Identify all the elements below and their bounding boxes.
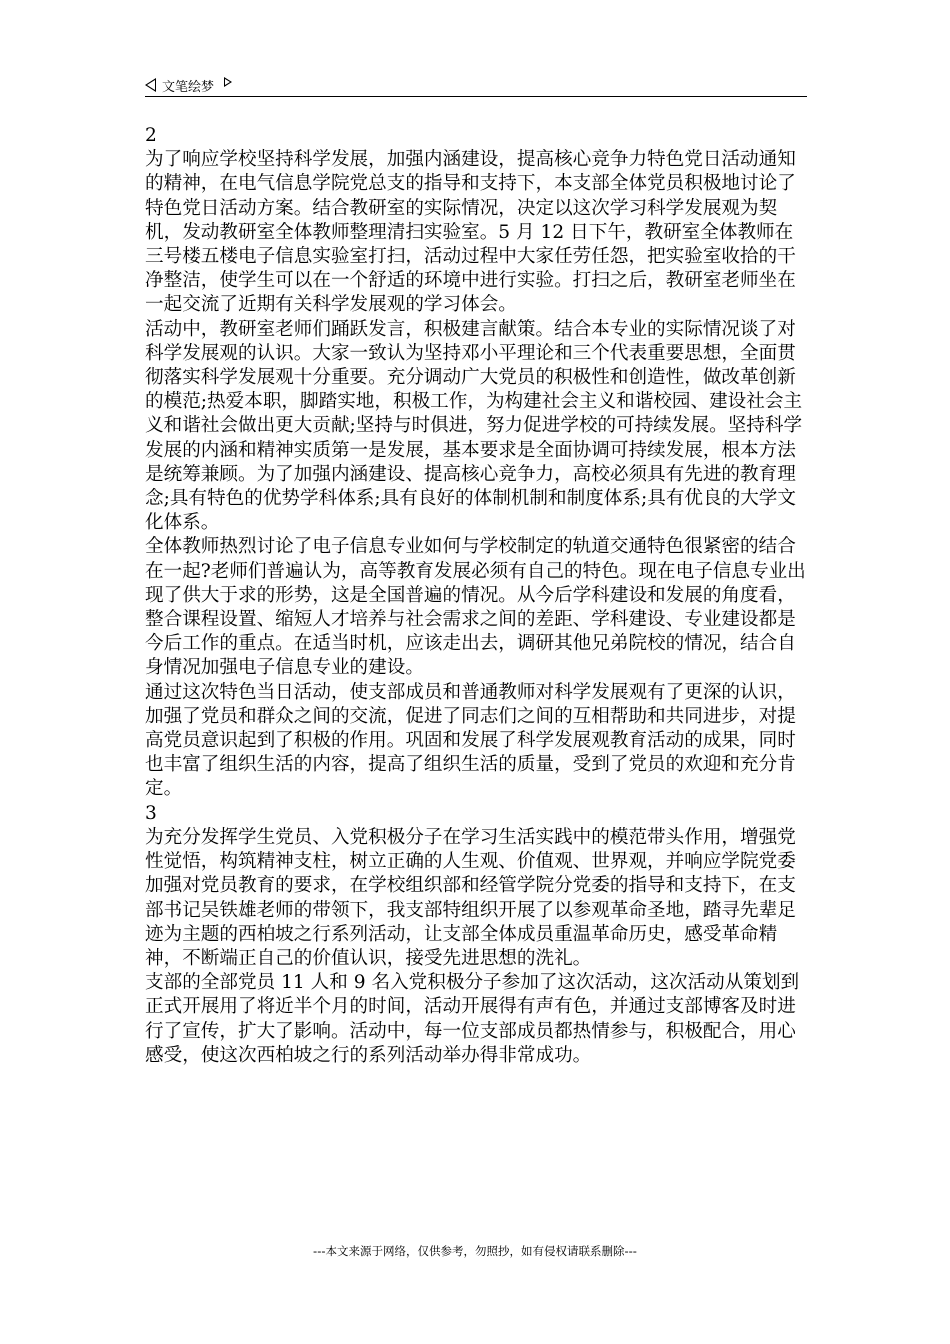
left-triangle-icon: [145, 78, 156, 92]
paragraph: 为了响应学校坚持科学发展，加强内涵建设，提高核心竞争力特色党日活动通知的精神，在电气信息学院党总支的指导和支持下，本支部全体党员积极地讨论了特色党日活动方案。结合教研室的实际情况，决定以这次学习科学发展观为契机，发动教研室全体教师整理清扫实验室。5 月 12 日下午，教研室全体教师在三号楼五楼电子信息实验室打扫，活动过程中大家任劳任怨，把实验室收拾的干净整洁，使学生可以在一个舒适的环境中进行实验。打扫之后，教研室老师坐在一起交流了近期有关科学发展观的学习体会。: [145, 149, 796, 316]
paragraph: 支部的全部党员 11 人和 9 名入党积极分子参加了这次活动，这次活动从策划到正式开展用了将近半个月的时间，活动开展得有声有色，并通过支部博客及时进行了宣传，扩大了影响。活动中，每一位支部成员都热情参与，积极配合，用心感受，使这次西柏坡之行的系列活动举办得非常成功。: [145, 972, 800, 1066]
paragraph: 通过这次特色当日活动，使支部成员和普通教师对科学发展观有了更深的认识，加强了党员和群众之间的交流，促进了同志们之间的互相帮助和共同进步，对提高党员意识起到了积极的作用。巩固和发展了科学发展观教育活动的成果，同时也丰富了组织生活的内容，提高了组织生活的质量，受到了党员的欢迎和充分肯定。: [145, 681, 796, 800]
right-triangle-icon: [224, 77, 232, 87]
document-body: [145, 124, 809, 1068]
header-title: 文笔绘梦: [162, 79, 215, 95]
page-footer: ---本文来源于网络，仅供参考，勿照抄，如有侵权请联系删除---: [313, 1244, 637, 1258]
section-number: 3: [145, 802, 157, 824]
page-header: [145, 74, 807, 97]
paragraph: 全体教师热烈讨论了电子信息专业如何与学校制定的轨道交通特色很紧密的结合在一起?老师们普遍认为，高等教育发展必须有自己的特色。现在电子信息专业出现了供大于求的形势，这是全国普遍的情况。从今后学科建设和发展的角度看，整合课程设置、缩短人才培养与社会需求之间的差距、学科建设、专业建设都是今后工作的重点。在适当时机，应该走出去，调研其他兄弟院校的情况，结合自身情况加强电子信息专业的建设。: [145, 536, 806, 679]
paragraph: 为充分发挥学生党员、入党积极分子在学习生活实践中的模范带头作用，增强党性觉悟，构筑精神支柱，树立正确的人生观、价值观、世界观，并响应学院党委加强对党员教育的要求，在学校组织部和经管学院分党委的指导和支持下，在支部书记吴铁雄老师的带领下，我支部特组织开展了以参观革命圣地，踏寻先辈足迹为主题的西柏坡之行系列活动，让支部全体成员重温革命历史，感受革命精神，不断端正自己的价值认识，接受先进思想的洗礼。: [145, 826, 796, 969]
section-number: 2: [145, 125, 157, 146]
paragraph: 活动中，教研室老师们踊跃发言，积极建言献策。结合本专业的实际情况谈了对科学发展观的认识。大家一致认为坚持邓小平理论和三个代表重要思想，全面贯彻落实科学发展观十分重要。充分调动广大党员的积极性和创造性，做改革创新的模范;热爱本职，脚踏实地，积极工作，为构建社会主义和谐校园、建设社会主义和谐社会做出更大贡献;坚持与时俱进，努力促进学校的可持续发展。坚持科学发展的内涵和精神实质第一是发展，基本要求是全面协调可持续发展，根本方法是统筹兼顾。为了加强内涵建设、提高核心竞争力，高校必须具有先进的教育理念;具有特色的优势学科体系;具有良好的体制机制和制度体系;具有优良的大学文化体系。: [145, 318, 803, 534]
